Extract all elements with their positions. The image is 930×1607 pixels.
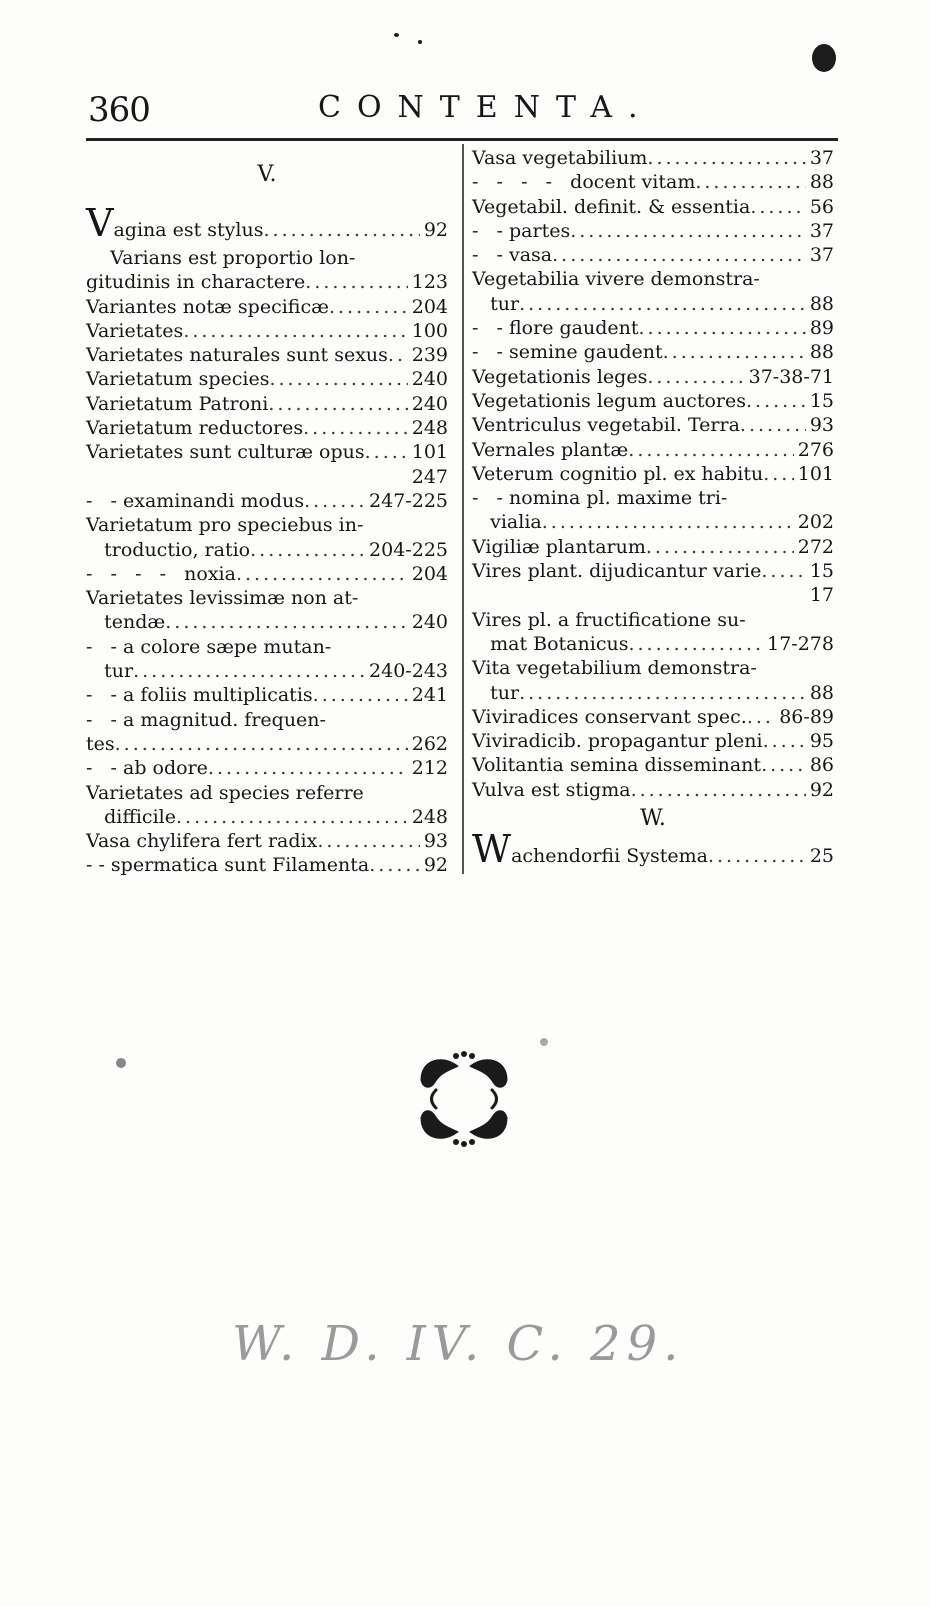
dot-leader	[317, 829, 420, 853]
entry-page: 37-38-71	[748, 365, 834, 388]
index-entry	[472, 292, 834, 316]
entry-text: Varietates ad species referre	[86, 781, 364, 804]
entry-text: Wachendorfii Systema	[472, 826, 708, 871]
dot-leader	[250, 538, 365, 562]
entry-page: 25	[809, 844, 834, 867]
index-entry	[472, 146, 834, 170]
index-column-right	[472, 146, 834, 872]
left-entries	[86, 200, 448, 878]
index-entry	[86, 756, 448, 780]
index-entry	[472, 559, 834, 583]
entry-page: 37	[809, 147, 834, 169]
dot-leader	[183, 319, 407, 343]
entry-page: 212	[411, 757, 448, 780]
dot-leader	[269, 367, 407, 391]
entry-text: tes	[86, 732, 115, 755]
printer-ornament	[412, 1050, 516, 1148]
dot-leader	[750, 195, 806, 219]
index-entry	[86, 200, 448, 246]
index-entry	[472, 632, 834, 656]
entry-text: Varietatum pro speciebus in-	[86, 514, 364, 537]
dot-leader	[165, 610, 407, 634]
dot-leader	[268, 392, 407, 416]
dot-leader	[708, 844, 806, 868]
dot-leader	[176, 805, 408, 829]
entry-text: gitudinis in charactere	[86, 271, 306, 294]
entry-page: 86-89	[779, 705, 834, 728]
entry-text: Vegetabilia vivere demonstra-	[472, 268, 760, 291]
index-entry	[86, 343, 448, 367]
dot-leader	[647, 146, 805, 170]
dot-leader	[761, 559, 805, 583]
index-entry	[472, 267, 834, 291]
entry-text: Vita vegetabilium demonstra-	[472, 657, 757, 680]
index-entry	[86, 635, 448, 659]
entry-text: Ventriculus vegetabil. Terra	[472, 414, 740, 437]
entry-page: 95	[809, 730, 834, 753]
dot-leader	[133, 659, 365, 683]
entry-text: Vagina est stylus	[86, 200, 264, 245]
entry-page: 247	[411, 465, 448, 488]
dot-leader	[761, 753, 806, 777]
index-entry	[86, 586, 448, 610]
entry-text: - - nomina pl. maxime tri-	[472, 487, 728, 510]
entry-page: 17-278	[767, 632, 834, 655]
index-entry	[86, 610, 448, 634]
index-entry	[86, 295, 448, 319]
entry-page: 88	[809, 292, 834, 315]
entry-text: - - semine gaudent	[472, 341, 663, 364]
entry-text: Varietatum reductores	[86, 417, 304, 440]
dot-leader	[570, 219, 806, 243]
dot-leader	[747, 705, 775, 729]
index-entry	[472, 510, 834, 534]
entry-text: Vires plant. dijudicantur varie	[472, 560, 762, 583]
entry-page: 101	[797, 462, 834, 485]
entry-page: 248	[411, 805, 448, 828]
entry-text: Vegetationis leges	[472, 365, 648, 388]
entry-page: 93	[809, 414, 834, 437]
dot-leader	[329, 295, 408, 319]
entry-page: 37	[809, 244, 834, 267]
index-entry	[86, 367, 448, 391]
entry-text: Varians est proportio lon-	[86, 247, 356, 269]
dot-leader	[305, 270, 407, 294]
entry-page: 272	[797, 535, 834, 558]
entry-text: Varietates	[86, 319, 184, 342]
letter-heading-v: V.	[257, 162, 277, 187]
dot-leader	[746, 389, 806, 413]
entry-page: 248	[411, 417, 448, 440]
dot-leader	[763, 462, 794, 486]
index-entry	[472, 389, 834, 413]
header-rule	[86, 138, 838, 141]
entry-page: 93	[423, 830, 448, 853]
index-entry	[86, 513, 448, 537]
entry-page: 240	[411, 368, 448, 391]
entry-text: tendæ	[86, 611, 166, 634]
entry-page: 86	[809, 754, 834, 777]
entry-text: Varietates sunt culturæ opus	[86, 441, 365, 464]
entry-text: mat Botanicus	[472, 632, 629, 655]
dot-leader	[740, 413, 806, 437]
index-entry	[86, 319, 448, 343]
entry-page: 100	[411, 319, 448, 342]
dot-leader	[631, 778, 806, 802]
dot-leader	[519, 681, 806, 705]
index-entry	[472, 219, 834, 243]
entry-text: Vigiliæ plantarum	[472, 535, 646, 558]
dot-leader	[646, 535, 794, 559]
entry-text: - - ab odore	[86, 757, 208, 780]
dot-leader	[303, 416, 408, 440]
index-entry	[472, 365, 834, 389]
dot-leader	[628, 438, 793, 462]
index-entry	[472, 656, 834, 680]
entry-text: - - a colore sæpe mutan-	[86, 635, 332, 658]
ink-speck	[540, 1038, 548, 1046]
index-entry	[86, 392, 448, 416]
dot-leader	[519, 292, 806, 316]
entry-page: 240	[411, 392, 448, 415]
entry-page: 92	[423, 218, 448, 241]
entry-text: - - a foliis multiplicatis	[86, 684, 313, 707]
entry-page: 123	[411, 271, 448, 294]
dot-leader	[628, 632, 763, 656]
index-entry	[472, 413, 834, 437]
dot-leader	[115, 732, 408, 756]
index-entry	[472, 486, 834, 510]
dot-leader	[763, 729, 806, 753]
entry-page: 240-243	[369, 660, 448, 683]
entry-text: Vires pl. a fructificatione su-	[472, 608, 746, 631]
index-entry	[86, 805, 448, 829]
entry-page: 15	[809, 560, 834, 583]
index-entry	[86, 708, 448, 732]
dot-leader	[208, 756, 408, 780]
entry-page: 92	[809, 778, 834, 801]
entry-text: troductio, ratio	[86, 538, 251, 561]
page-header	[88, 88, 838, 130]
entry-page: 239	[411, 344, 448, 367]
entry-text: vialia	[472, 511, 542, 534]
index-entry	[472, 608, 834, 632]
entry-text: Viviradices conservant spec.	[472, 705, 747, 728]
entry-text: Veterum cognitio pl. ex habitu	[472, 462, 764, 485]
entry-page: 15	[809, 389, 834, 412]
entry-page: 240	[411, 611, 448, 634]
dot-leader	[542, 510, 794, 534]
entry-page: 204-225	[369, 538, 448, 561]
index-entry	[86, 659, 448, 683]
ink-speck	[418, 40, 422, 44]
entry-text: Varietatum species	[86, 368, 270, 391]
entry-text: - - - - docent vitam	[472, 171, 696, 194]
ink-speck	[116, 1058, 126, 1068]
entry-page: 204	[411, 295, 448, 318]
index-entry	[472, 535, 834, 559]
dot-leader	[695, 170, 805, 194]
dot-leader	[638, 316, 805, 340]
entry-page: 262	[411, 732, 448, 755]
index-entry	[472, 681, 834, 705]
index-entry	[86, 489, 448, 513]
index-entry	[472, 243, 834, 267]
index-entry	[472, 753, 834, 777]
dot-leader	[365, 440, 408, 464]
entry-text: - - spermatica sunt Filamenta	[86, 854, 370, 877]
index-entry	[86, 562, 448, 586]
entry-text: - - a magnitud. frequen-	[86, 708, 326, 731]
entry-page: 89	[809, 317, 834, 340]
entry-text: Volitantia semina disseminant	[472, 754, 762, 777]
dot-leader	[304, 489, 365, 513]
index-entry	[86, 732, 448, 756]
dot-leader	[369, 853, 420, 877]
index-entry	[472, 729, 834, 753]
column-divider	[462, 144, 464, 874]
ink-speck	[394, 33, 399, 37]
dot-leader	[236, 562, 408, 586]
entry-text: Vernales plantæ	[472, 438, 629, 461]
dot-leader	[263, 218, 419, 242]
entry-page: 204	[411, 562, 448, 585]
library-shelfmark: W. D. IV. C. 29.	[232, 1316, 685, 1372]
dot-leader	[663, 340, 806, 364]
index-entry	[86, 246, 448, 270]
entry-text: Vegetationis legum auctores	[472, 389, 746, 412]
index-entry	[86, 683, 448, 707]
index-entry	[86, 781, 448, 805]
entry-page: 202	[797, 511, 834, 534]
entry-text: Variantes notæ specificæ	[86, 295, 329, 318]
entry-page: 88	[809, 681, 834, 704]
dot-leader	[313, 683, 408, 707]
entry-text: - - vasa	[472, 244, 553, 267]
right-entries	[472, 146, 834, 802]
entry-text: - - - - noxia	[86, 562, 236, 585]
letter-heading-w: W.	[640, 806, 666, 832]
entry-text: Varietates levissimæ non at-	[86, 587, 359, 610]
entry-text: Vasa vegetabilium	[472, 147, 648, 169]
entry-text: Vulva est stigma	[472, 778, 631, 801]
entry-text: - - examinandi modus	[86, 489, 305, 512]
index-entry	[472, 462, 834, 486]
index-entry	[86, 829, 448, 853]
page-number: 360	[88, 90, 150, 130]
index-entry	[86, 270, 448, 294]
index-entry	[472, 316, 834, 340]
entry-page: 276	[797, 438, 834, 461]
index-entry	[472, 340, 834, 364]
entry-text: Viviradicib. propagantur pleni	[472, 730, 763, 753]
entry-text: difficile	[86, 805, 176, 828]
entry-text: Varietates naturales sunt sexus	[86, 344, 388, 367]
index-entry	[472, 438, 834, 462]
entry-page: 56	[809, 195, 834, 218]
entry-page: 101	[411, 441, 448, 464]
running-title: CONTENTA.	[318, 90, 654, 125]
entry-page: 88	[809, 171, 834, 194]
entry-text: - - flore gaudent	[472, 317, 639, 340]
dot-leader	[552, 243, 806, 267]
index-entry	[472, 195, 834, 219]
index-entry	[472, 826, 834, 872]
index-entry	[472, 778, 834, 802]
entry-page: 241	[411, 684, 448, 707]
index-entry	[86, 440, 448, 464]
entry-text: - - partes	[472, 219, 571, 242]
dot-leader	[647, 365, 744, 389]
entry-text: Varietatum Patroni	[86, 392, 269, 415]
index-entry	[86, 465, 448, 489]
index-entry	[86, 416, 448, 440]
entry-page: 37	[809, 219, 834, 242]
entry-text: tur	[472, 681, 520, 704]
entry-page: 247-225	[369, 489, 448, 512]
index-column-left	[86, 146, 448, 878]
index-entry	[86, 538, 448, 562]
entry-text: Vegetabil. definit. & essentia	[472, 195, 751, 218]
dot-leader	[388, 343, 408, 367]
index-entry	[472, 705, 834, 729]
index-entry	[472, 583, 834, 607]
entry-page: 88	[809, 341, 834, 364]
entry-page: 17	[809, 584, 834, 607]
entry-page: 92	[423, 854, 448, 877]
ink-blot	[812, 44, 836, 72]
index-entry	[86, 853, 448, 877]
entry-text: tur	[472, 292, 520, 315]
index-entry	[472, 170, 834, 194]
entry-text: tur	[86, 660, 134, 683]
entry-text: Vasa chylifera fert radix	[86, 830, 318, 853]
